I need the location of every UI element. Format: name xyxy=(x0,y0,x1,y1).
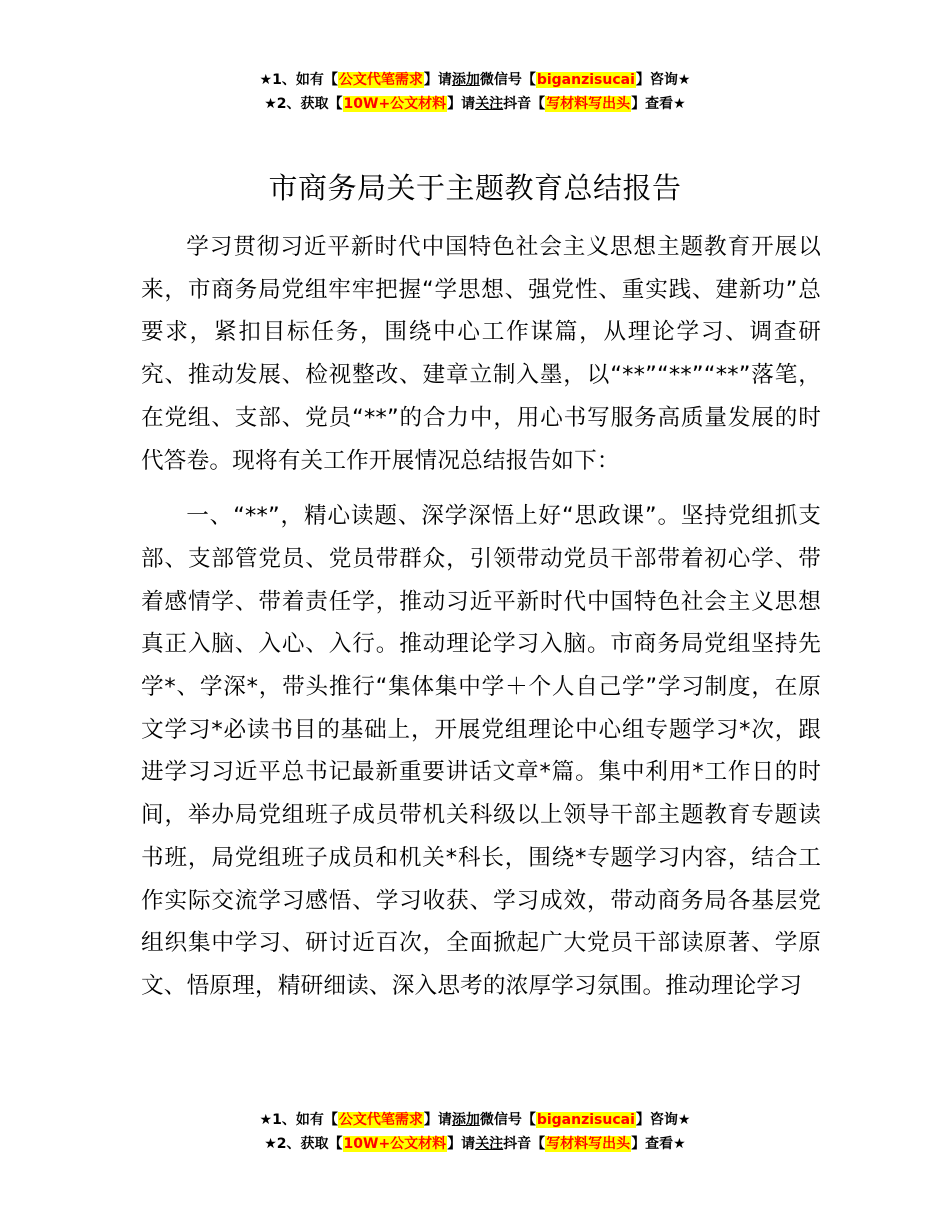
promo-highlight-douyin: 写材料写出头 xyxy=(546,1136,631,1152)
promo-text: 】咨询★ xyxy=(635,1112,691,1128)
promo-text: ★2、获取【 xyxy=(264,1136,343,1152)
paragraph-section-1: 一、“**”，精心读题、深学深悟上好“思政课”。坚持党组抓支部、支部管党员、党员带群众，引领带动党员干部带着初心学、带着感情学、带着责任学，推动习近平新时代中国特色社会主义思想真正入脑、入心、入行。推动理论学习入脑。市商务局党组坚持先学*、学深*，带头推行“集体集中学＋个人自己学”学习制度，在原文学习*必读书目的基础上，开展党组理论中心组专题学习*次，跟进学习习近平总书记最新重要讲话文章*篇。集中利用*工作日的时间，举办局党组班子成员带机关科级以上领导干部主题教育专题读书班，局党组班子成员和机关*科长，围绕*专题学习内容，结合工作实际交流学习感悟、学习收获、学习成效，带动商务局各基层党组织集中学习、研讨近百次，全面掀起广大党员干部读原著、学原文、悟原理，精研细读、深入思考的浓厚学习氛围。推动理论学习 xyxy=(141,503,821,999)
top-promo-banner xyxy=(0,68,950,116)
promo-line-1 xyxy=(0,1108,950,1132)
promo-text: 】请 xyxy=(447,96,476,112)
promo-underlined: 添加 xyxy=(451,1112,480,1128)
promo-line-2 xyxy=(0,1132,950,1156)
bottom-promo-banner xyxy=(0,1108,950,1156)
document-body xyxy=(141,226,821,1008)
promo-highlight: 10W+公文材料 xyxy=(343,1136,447,1152)
promo-line-1 xyxy=(0,68,950,92)
promo-underlined: 关注 xyxy=(475,96,504,112)
promo-text: 微信号【 xyxy=(479,1112,536,1128)
promo-text: ★2、获取【 xyxy=(264,96,343,112)
promo-text: 】查看★ xyxy=(631,96,686,112)
promo-text: ★1、如有【 xyxy=(259,72,338,88)
promo-text: 】请 xyxy=(447,1136,476,1152)
promo-text: 微信号【 xyxy=(479,72,536,88)
promo-highlight-wechat: biganzisucai xyxy=(536,1112,635,1128)
document-title: 市商务局关于主题教育总结报告 xyxy=(268,171,682,205)
promo-text: 】请 xyxy=(423,1112,452,1128)
promo-highlight: 10W+公文材料 xyxy=(343,96,447,112)
promo-text: 抖音【 xyxy=(503,1136,546,1152)
promo-text: 】请 xyxy=(423,72,452,88)
paragraph-intro: 学习贯彻习近平新时代中国特色社会主义思想主题教育开展以来，市商务局党组牢牢把握“学思想、强党性、重实践、建新功”总要求，紧扣目标任务，围绕中心工作谋篇，从理论学习、调查研究、推动发展、检视整改、建章立制入墨，以“**”“**”“**”落笔，在党组、支部、党员“**”的合力中，用心书写服务高质量发展的时代答卷。现将有关工作开展情况总结报告如下： xyxy=(141,234,821,474)
promo-underlined: 关注 xyxy=(475,1136,504,1152)
promo-highlight: 公文代笔需求 xyxy=(338,72,423,88)
promo-highlight-wechat: biganzisucai xyxy=(536,72,635,88)
promo-text: 】咨询★ xyxy=(635,72,691,88)
promo-text: 】查看★ xyxy=(631,1136,686,1152)
promo-highlight: 公文代笔需求 xyxy=(338,1112,423,1128)
promo-text: 抖音【 xyxy=(503,96,546,112)
promo-highlight-douyin: 写材料写出头 xyxy=(546,96,631,112)
promo-text: ★1、如有【 xyxy=(259,1112,338,1128)
promo-underlined: 添加 xyxy=(451,72,480,88)
promo-line-2 xyxy=(0,92,950,116)
